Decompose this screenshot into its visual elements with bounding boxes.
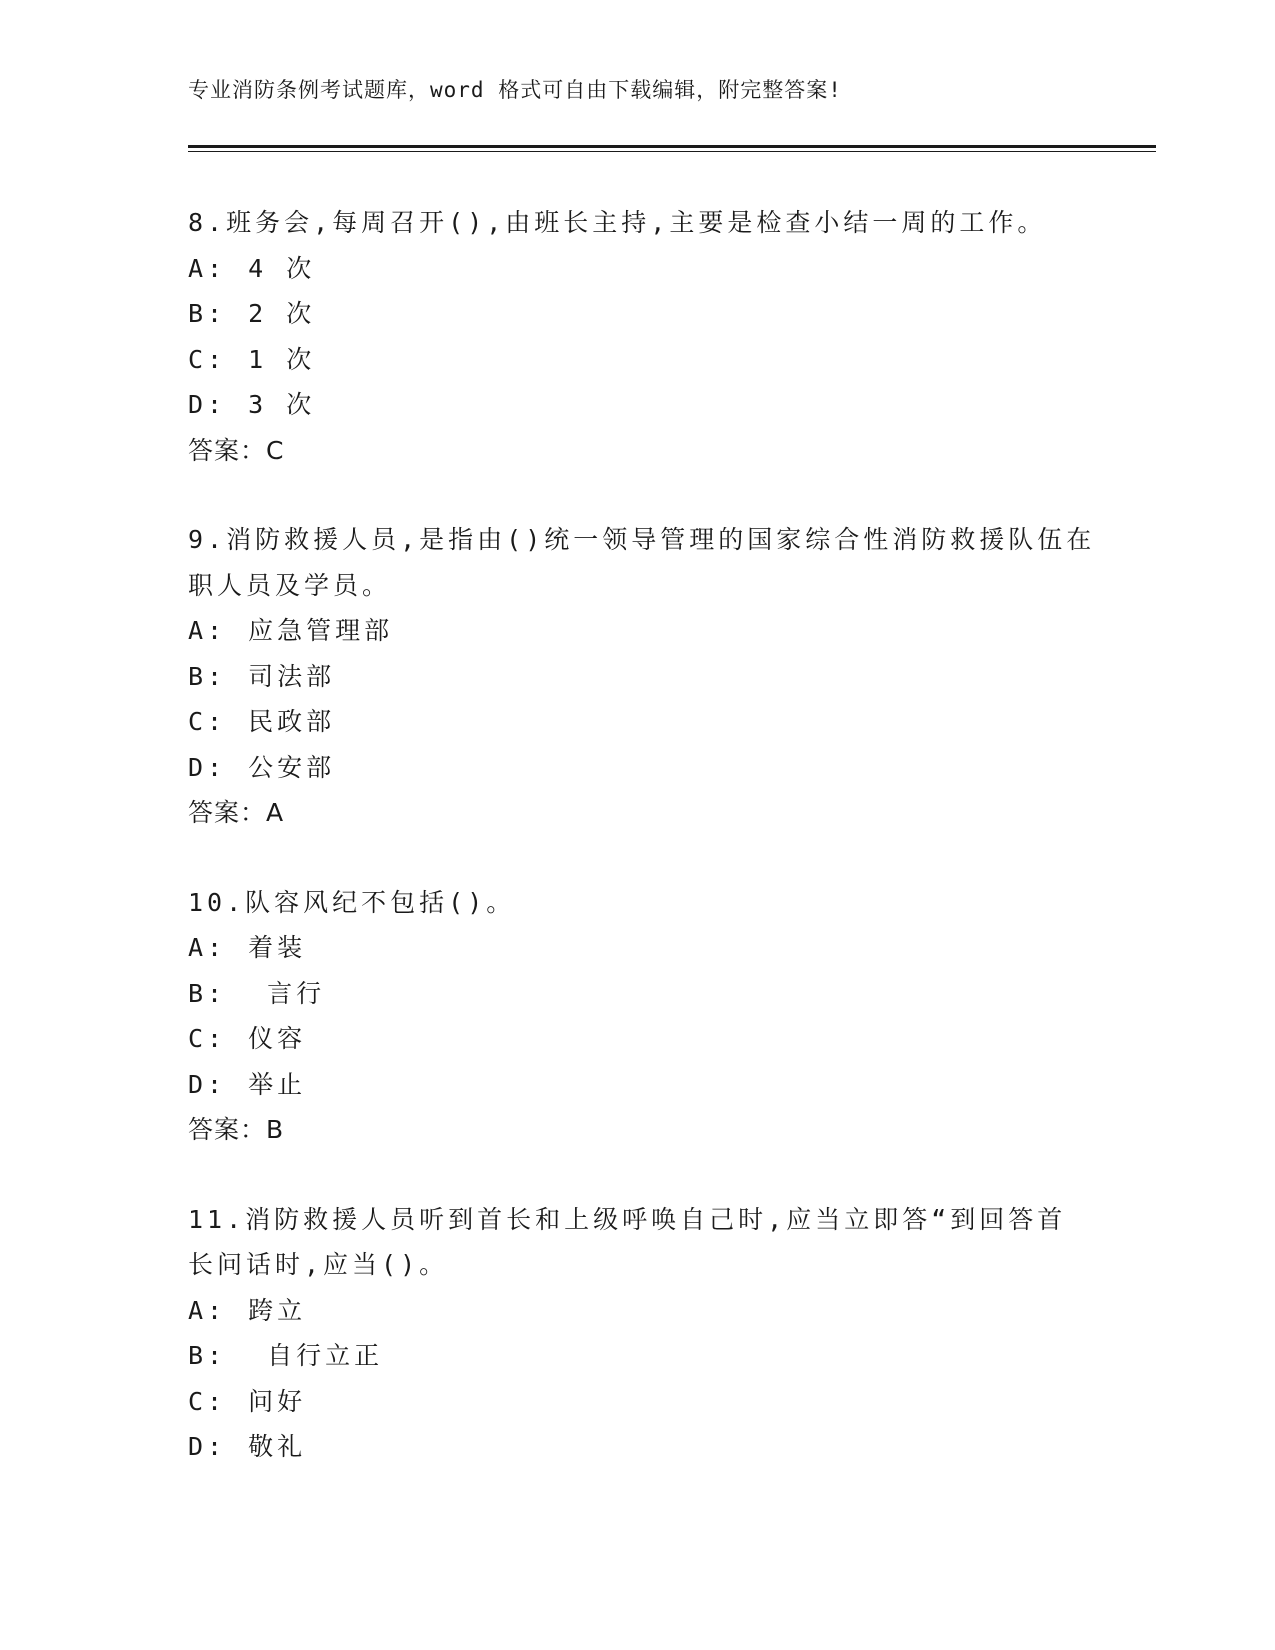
- option-label: B:: [188, 1341, 227, 1370]
- option-label: A:: [188, 616, 227, 645]
- option-c: [188, 699, 1088, 745]
- option-text: 问好: [248, 1386, 307, 1416]
- option-text: 应急管理部: [248, 616, 394, 645]
- option-b: [188, 971, 1088, 1017]
- option-c: [188, 1379, 1088, 1425]
- question-9: [188, 517, 1096, 836]
- option-text: 仪容: [248, 1024, 307, 1053]
- option-label: A:: [188, 253, 227, 283]
- option-text: 言行: [248, 978, 326, 1008]
- question-11: [188, 1197, 1088, 1470]
- option-d: [188, 745, 1088, 791]
- question-list: [188, 200, 1096, 1514]
- option-text: 公安部: [248, 752, 336, 782]
- header-rule-thin: [188, 151, 1156, 152]
- option-text: 跨立: [248, 1295, 307, 1325]
- answer-line: 答案：B: [188, 1115, 285, 1144]
- option-c: [188, 337, 1088, 383]
- option-label: B:: [188, 661, 227, 691]
- option-label: D:: [188, 390, 227, 419]
- option-text: 4 次: [248, 253, 316, 283]
- option-label: B:: [188, 978, 227, 1008]
- header-rule-thick: [188, 145, 1156, 148]
- question-stem-continued: 职人员及学员。: [188, 570, 392, 600]
- question-8: [188, 200, 1088, 473]
- question-stem-continued: 长问话时,应当()。: [188, 1250, 449, 1279]
- option-text: 2 次: [248, 299, 316, 328]
- option-text: 1 次: [248, 344, 316, 374]
- option-d: [188, 1062, 1088, 1108]
- option-label: C:: [188, 1024, 227, 1053]
- option-b: [188, 654, 1088, 700]
- option-d: [188, 382, 1088, 428]
- option-label: C:: [188, 707, 227, 736]
- option-text: 司法部: [248, 661, 336, 691]
- option-c: [188, 1016, 1088, 1062]
- option-text: 自行立正: [248, 1341, 384, 1370]
- answer-line: 答案：C: [188, 435, 285, 465]
- option-label: C:: [188, 1386, 227, 1416]
- page-header: 专业消防条例考试题库，word 格式可自由下载编辑，附完整答案!: [188, 78, 842, 102]
- option-text: 民政部: [248, 707, 336, 736]
- option-a: [188, 246, 1088, 292]
- option-text: 敬礼: [248, 1432, 307, 1461]
- option-text: 着装: [248, 933, 307, 962]
- option-a: [188, 608, 1088, 654]
- option-label: B:: [188, 299, 227, 328]
- option-label: D:: [188, 1069, 227, 1099]
- option-d: [188, 1424, 1088, 1470]
- option-b: [188, 1333, 1088, 1379]
- option-label: A:: [188, 933, 227, 962]
- question-stem: 8.班务会,每周召开(),由班长主持,主要是检查小结一周的工作。: [188, 208, 1047, 237]
- option-label: D:: [188, 1432, 227, 1461]
- question-stem: 10.队容风纪不包括()。: [188, 887, 516, 917]
- option-a: [188, 1288, 1088, 1334]
- option-text: 3 次: [248, 390, 316, 419]
- answer-line: 答案：A: [188, 798, 285, 827]
- option-label: D:: [188, 752, 227, 782]
- question-stem: 9.消防救援人员,是指由()统一领导管理的国家综合性消防救援队伍在: [188, 525, 1096, 554]
- option-text: 举止: [248, 1069, 307, 1099]
- option-a: [188, 925, 1088, 971]
- question-stem: 11.消防救援人员听到首长和上级呼唤自己时,应当立即答“到回答首: [188, 1204, 1067, 1234]
- option-label: C:: [188, 344, 227, 374]
- question-10: [188, 880, 1088, 1153]
- option-b: [188, 291, 1088, 337]
- option-label: A:: [188, 1295, 227, 1325]
